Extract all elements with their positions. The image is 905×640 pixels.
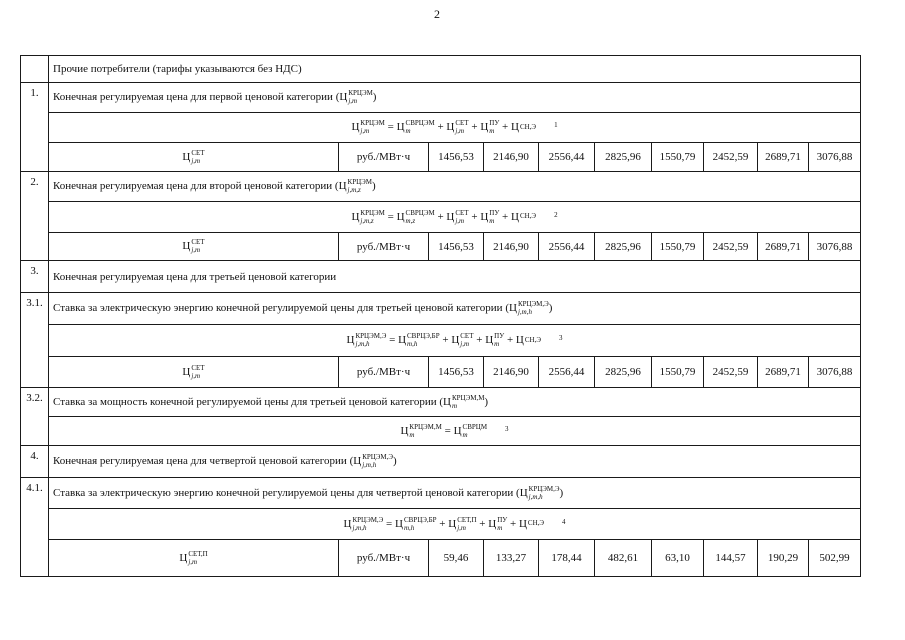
formula: Ц КРЦЭМ,Э j,m,h = Ц СВРЦЭ,БР m,h + Ц СЕТ,П j,m + Ц ПУ m + Ц СН,Э $^4$ xyxy=(49,509,861,540)
price-symbol: Ц КРЦЭМ j,m xyxy=(339,89,373,105)
value-row xyxy=(21,357,861,388)
value-cell: 1456,53 xyxy=(429,357,484,388)
section-title-text: Конечная регулируемая цена для четвертой ценовой категории xyxy=(53,455,347,468)
price-symbol: Ц КРЦЭМ,Э j,m,h xyxy=(508,300,549,316)
section-title: Конечная регулируемая цена для второй ценовой категории (Ц КРЦЭМ j,m,z ) xyxy=(49,172,861,202)
section-row xyxy=(21,446,861,478)
section-title: Конечная регулируемая цена для третьей ценовой категории xyxy=(49,261,861,293)
section-number: 2. xyxy=(21,172,49,261)
value-cell: 59,46 xyxy=(429,540,484,577)
value-cell: 2825,96 xyxy=(595,233,652,261)
value-cell: 2146,90 xyxy=(484,143,539,172)
price-symbol: Ц КРЦЭМ,М m xyxy=(443,393,485,410)
value-cell: 1456,53 xyxy=(429,143,484,172)
value-cell: 2825,96 xyxy=(595,357,652,388)
section-row xyxy=(21,261,861,293)
section-number: 3. xyxy=(21,261,49,293)
value-cell: 2146,90 xyxy=(484,357,539,388)
unit-label: руб./МВт·ч xyxy=(339,233,429,261)
section-title: Конечная регулируемая цена для первой ценовой категории (Ц КРЦЭМ j,m ) xyxy=(49,83,861,113)
formula-row xyxy=(21,202,861,233)
table-header: Прочие потребители (тарифы указываются без НДС) xyxy=(49,56,861,83)
value-cell: 2689,71 xyxy=(758,143,809,172)
value-cell: 2689,71 xyxy=(758,357,809,388)
component-symbol: Ц СЕТ,П j,m xyxy=(49,540,339,577)
section-number: 3.1. xyxy=(21,293,49,388)
price-symbol: Ц КРЦЭМ,Э j,m,h xyxy=(353,453,394,469)
value-cell: 3076,88 xyxy=(809,233,861,261)
section-row xyxy=(21,83,861,113)
section-title-text: Ставка за электрическую энергию конечной регулируемой цены для четвертой ценовой категории xyxy=(53,486,514,499)
price-symbol: Ц КРЦЭМ,Э j,m,h xyxy=(519,484,560,501)
component-symbol: Ц СЕТ j,m xyxy=(49,143,339,172)
formula: Ц КРЦЭМ,М m = Ц СВРЦМ m $^3$ xyxy=(49,417,861,446)
section-title: Конечная регулируемая цена для четвертой ценовой категории (Ц КРЦЭМ,Э j,m,h ) xyxy=(49,446,861,478)
value-cell: 482,61 xyxy=(595,540,652,577)
formula-row xyxy=(21,509,861,540)
value-cell: 144,57 xyxy=(704,540,758,577)
formula-row xyxy=(21,417,861,446)
value-cell: 1550,79 xyxy=(652,233,704,261)
value-cell: 1550,79 xyxy=(652,357,704,388)
header-number-cell xyxy=(21,56,49,83)
unit-label: руб./МВт·ч xyxy=(339,357,429,388)
section-row xyxy=(21,293,861,325)
formula-footnote-ref: 1 xyxy=(554,121,558,130)
section-title: Ставка за мощность конечной регулируемой цены для третьей ценовой категории (Ц КРЦЭМ,М m ) xyxy=(49,388,861,417)
formula-footnote-ref: 3 xyxy=(505,424,509,433)
value-cell: 2556,44 xyxy=(539,357,595,388)
section-row xyxy=(21,478,861,509)
section-number: 4.1. xyxy=(21,478,49,577)
value-cell: 2452,59 xyxy=(704,233,758,261)
value-cell: 1456,53 xyxy=(429,233,484,261)
component-symbol: Ц СЕТ j,m xyxy=(49,233,339,261)
section-title-text: Ставка за электрическую энергию конечной регулируемой цены для третьей ценовой категории xyxy=(53,302,503,315)
value-cell: 63,10 xyxy=(652,540,704,577)
value-cell: 2825,96 xyxy=(595,143,652,172)
section-row xyxy=(21,388,861,417)
unit-label: руб./МВт·ч xyxy=(339,143,429,172)
tariff-table xyxy=(20,55,861,577)
value-cell: 3076,88 xyxy=(809,143,861,172)
value-cell: 2452,59 xyxy=(704,357,758,388)
formula: Ц КРЦЭМ j,m,z = Ц СВРЦЭМ m,z + Ц СЕТ j,m + Ц ПУ m + Ц СН,Э $^2$ xyxy=(49,202,861,233)
section-title-text: Конечная регулируемая цена для второй ценовой категории xyxy=(53,180,333,193)
section-number: 1. xyxy=(21,83,49,172)
formula-footnote-ref: 4 xyxy=(562,517,566,526)
value-row xyxy=(21,540,861,577)
formula-row xyxy=(21,325,861,357)
value-row xyxy=(21,143,861,172)
table-header-row xyxy=(21,56,861,83)
value-cell: 2146,90 xyxy=(484,233,539,261)
formula-row xyxy=(21,113,861,143)
value-cell: 2556,44 xyxy=(539,143,595,172)
section-title: Ставка за электрическую энергию конечной регулируемой цены для четвертой ценовой категории (Ц КРЦЭМ,Э j,m,h ) xyxy=(49,478,861,509)
value-row xyxy=(21,233,861,261)
value-cell: 190,29 xyxy=(758,540,809,577)
value-cell: 2452,59 xyxy=(704,143,758,172)
section-title-text: Конечная регулируемая цена для первой ценовой категории xyxy=(53,91,333,104)
value-cell: 3076,88 xyxy=(809,357,861,388)
price-symbol: Ц КРЦЭМ j,m,z xyxy=(338,178,372,194)
section-title-text: Ставка за мощность конечной регулируемой цены для третьей ценовой категории xyxy=(53,395,437,408)
component-symbol: Ц СЕТ j,m xyxy=(49,357,339,388)
value-cell: 2689,71 xyxy=(758,233,809,261)
section-number: 4. xyxy=(21,446,49,478)
value-cell: 2556,44 xyxy=(539,233,595,261)
section-title: Ставка за электрическую энергию конечной регулируемой цены для третьей ценовой категории (Ц КРЦЭМ,Э j,m,h ) xyxy=(49,293,861,325)
formula-footnote-ref: 3 xyxy=(558,334,563,343)
section-row xyxy=(21,172,861,202)
value-cell: 133,27 xyxy=(484,540,539,577)
section-number: 3.2. xyxy=(21,388,49,446)
formula: Ц КРЦЭМ j,m = Ц СВРЦЭМ m + Ц СЕТ j,m + Ц ПУ m + Ц СН,Э $^1$ xyxy=(49,113,861,143)
formula: Ц КРЦЭМ,Э j,m,h = Ц СВРЦЭ,БР m,h + Ц СЕТ j,m + Ц ПУ m + Ц СН,Э $^3$ xyxy=(49,325,861,357)
unit-label: руб./МВт·ч xyxy=(339,540,429,577)
value-cell: 178,44 xyxy=(539,540,595,577)
value-cell: 1550,79 xyxy=(652,143,704,172)
value-cell: 502,99 xyxy=(809,540,861,577)
page-number: 2 xyxy=(434,7,440,21)
formula-footnote-ref: 2 xyxy=(554,210,558,219)
